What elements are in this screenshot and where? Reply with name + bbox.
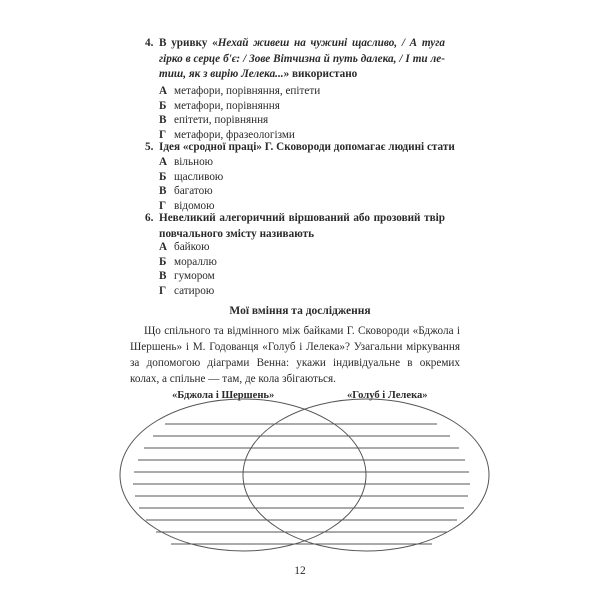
option-g[interactable]: Г метафори, фразеологізми [159,128,295,141]
writing-lines [133,424,470,544]
venn-right-label: «Голуб і Лелека» [347,390,428,401]
question-text: Невеликий алегоричний віршований або прозовий твір повчального змісту називають [159,212,445,240]
question-number: 6. [145,212,154,224]
question-number: 4. [145,37,154,49]
option-a[interactable]: А вільною [159,156,214,168]
option-b[interactable]: Б мораллю [159,255,217,268]
option-b[interactable]: Б щасливою [159,170,224,183]
option-v[interactable]: В багатою [159,185,213,198]
option-a[interactable]: А метафори, порівняння, епітети [159,85,321,97]
option-v[interactable]: В епітети, порівняння [159,114,269,127]
option-v[interactable]: В гумором [159,270,215,283]
section-text: Що спільного та відмінного між байками Г. Сковороди «Бджола і Шершень» і М. Годованця «Голуб і Лелека»? Узагальни міркування за допомогою діаграми Венна: укажи індивідуальне в окремих колах, а спільне — там, де кола збігаються. [130,325,460,385]
section-title: Мої вміння та дослідження [229,305,371,317]
venn-left-label: «Бджола і Шершень» [172,390,275,401]
question-number: 5. [145,141,154,153]
option-g[interactable]: Г відомою [159,199,215,212]
option-g[interactable]: Г сатирою [159,284,215,297]
question-text: В уривку «Нехай живеш на чужині щасливо, / А туга гірко в серце б'є: / Зове Вітчизна й путь далека, / І ти летиш, як з вирію Лелека...» використано [159,37,445,80]
poem-quote: Нехай живеш на чужині щасливо, / А туга гірко в серце б'є: / Зове Вітчизна й путь далека, / І ти летиш, як з вирію Лелека... [159,37,445,80]
page-number: 12 [294,565,306,577]
question-text: Ідея «сродної праці» Г. Сковороди допомагає людині стати [159,141,455,153]
option-b[interactable]: Б метафори, порівняння [159,99,280,112]
option-a[interactable]: А байкою [159,241,210,253]
